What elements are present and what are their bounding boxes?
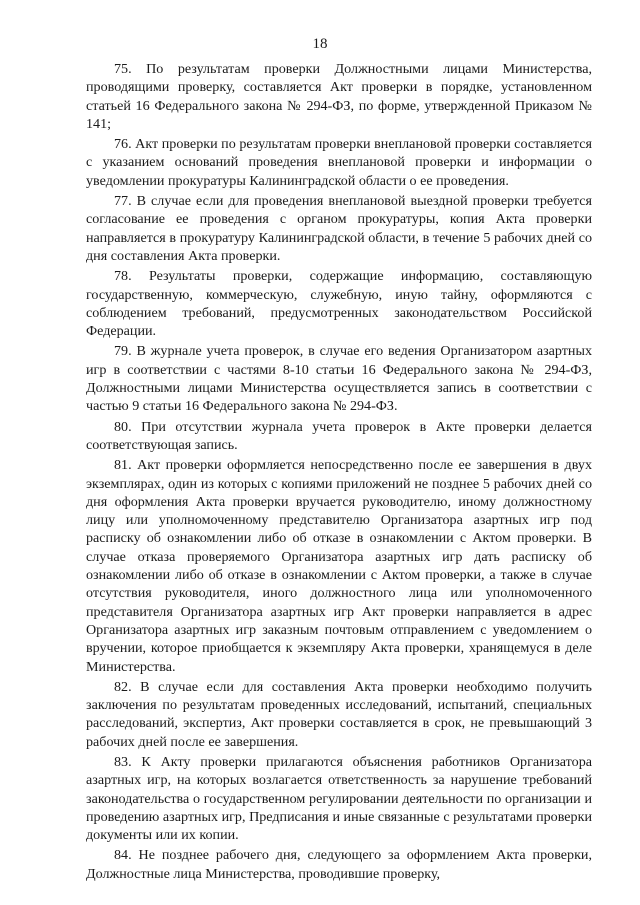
paragraph-77: 77. В случае если для проведения внеплановой выездной проверки требуется согласование ее проведения с органом прокуратуры, копия Акта проверки направляется в прокуратуру Калининградской области, в течение 5 рабочих дней со дня составления Акта проверки. [86, 193, 592, 264]
page-number: 18 [312, 36, 328, 52]
paragraph-83: 83. К Акту проверки прилагаются объяснения работников Организатора азартных игр, на которых возлагается ответственность за нарушение требований законодательства о государственном регулировании деятельности по организации и проведению азартных игр, Предписания и иные связанные с результатами проверки документы или их копии. [86, 753, 592, 844]
paragraph-79: 79. В журнале учета проверок, в случае его ведения Организатором азартных игр в соответствии с частями 8-10 статьи 16 Федерального закона № 294-ФЗ, Должностными лицами Министерства осуществляется запись в соответствии с частью 9 статьи 16 Федерального закона № 294-ФЗ. [86, 343, 592, 415]
paragraph-82: 82. В случае если для составления Акта проверки необходимо получить заключения по результатам проведенных исследований, испытаний, специальных расследований, экспертиз, Акт проверки составляется в срок, не превышающий 3 рабочих дней после ее завершения. [86, 678, 592, 750]
paragraph-80: 80. При отсутствии журнала учета проверок в Акте проверки делается соответствующая запись. [86, 418, 592, 453]
paragraph-78: 78. Результаты проверки, содержащие информацию, составляющую государственную, коммерческую, служебную, иную тайну, оформляются с соблюдением требований, предусмотренных законодательством Российской Федерации. [86, 268, 592, 340]
paragraph-81: 81. Акт проверки оформляется непосредственно после ее завершения в двух экземплярах, один из которых с копиями приложений не позднее 5 рабочих дней со дня оформления Акта проверки вручается руководителю, иному должностному лицу или уполномоченному представителю Организатора азартных игр под расписку об ознакомлении либо об отказе в ознакомлении с Актом проверки. В случае отказа проверяемого Организатора азартных игр дать расписку об ознакомлении либо об отказе в ознакомлении с Актом проверки, а также в случае отсутствия руководителя, иного должностного лица или уполномоченного представителя Организатора азартных игр Акт проверки направляется в адрес Организатора азартных игр заказным почтовым отправлением с уведомлением о вручении, которое приобщается к экземпляру Акта проверки, хранящемуся в деле Министерства. [86, 457, 592, 675]
paragraph-75: 75. По результатам проверки Должностными лицами Министерства, проводящими проверку, составляется Акт проверки в порядке, установленном статьей 16 Федерального закона № 294-ФЗ, по форме, утвержденной Приказом № 141; [86, 61, 592, 132]
paragraph-76: 76. Акт проверки по результатам проверки внеплановой проверки составляется с указанием оснований проведения внеплановой проверки и информации о уведомлении прокуратуры Калининградской области о ее проведения. [86, 136, 592, 189]
paragraph-84: 84. Не позднее рабочего дня, следующего за оформлением Акта проверки, Должностные лица Министерства, проводившие проверку, [86, 847, 592, 882]
document-body [86, 60, 592, 885]
